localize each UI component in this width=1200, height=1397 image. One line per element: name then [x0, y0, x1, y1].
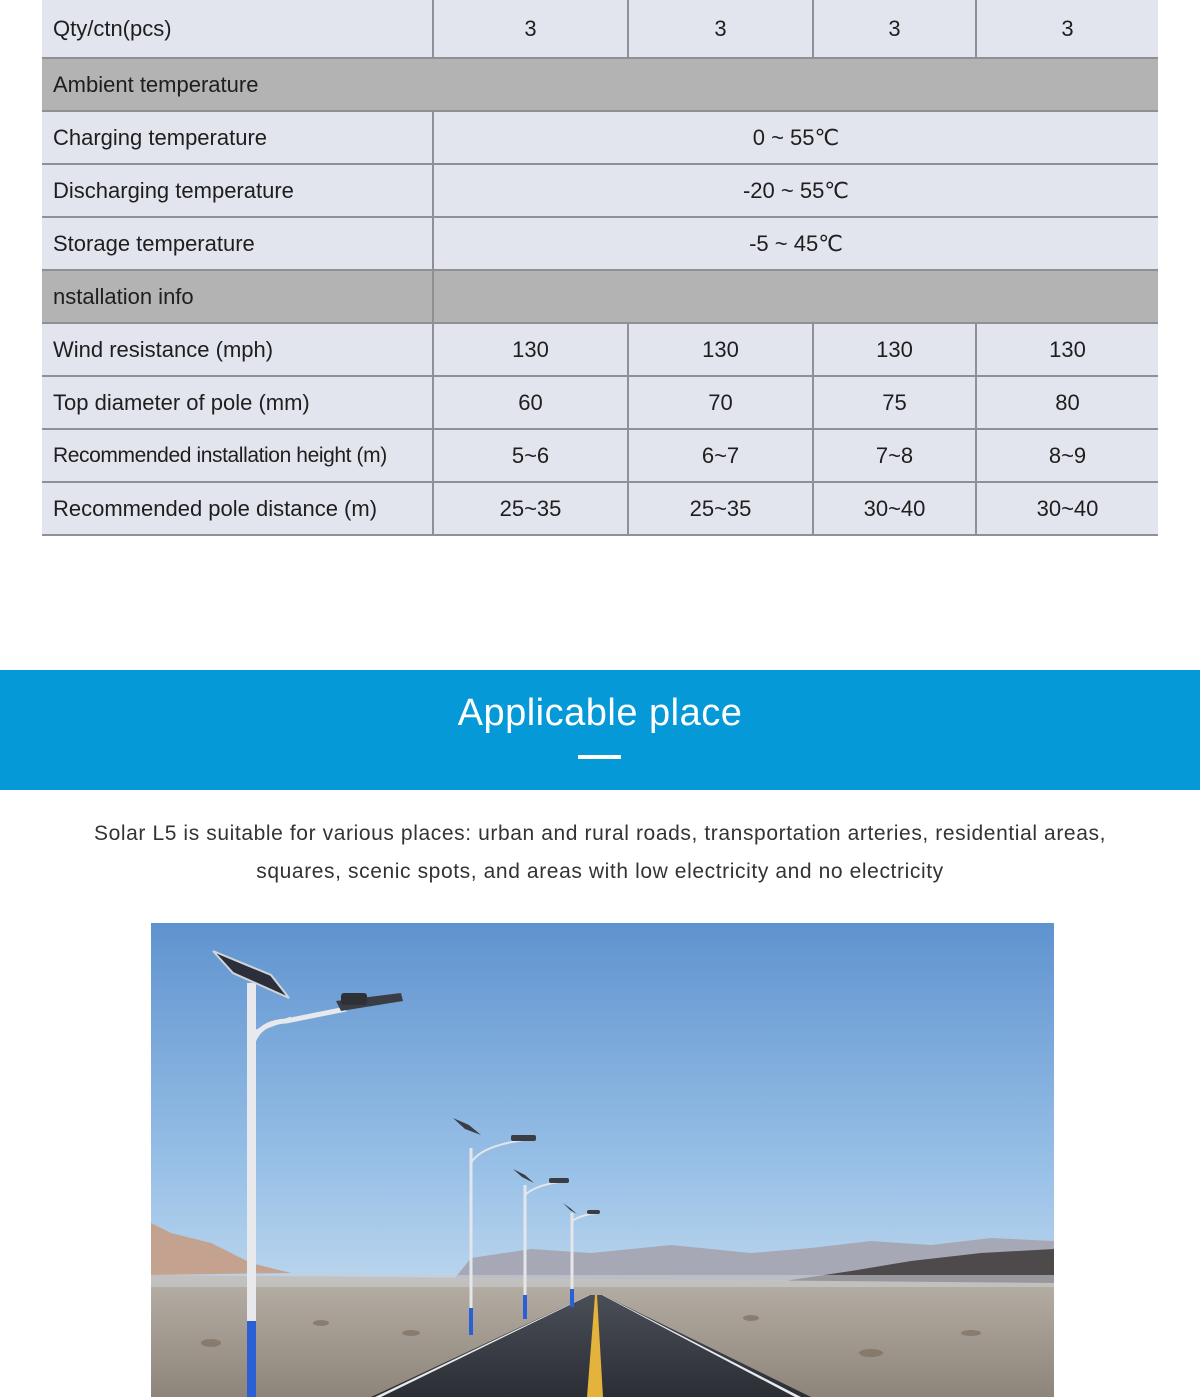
row-label: Top diameter of pole (mm): [42, 376, 433, 429]
table-row: [42, 482, 1158, 535]
title-underline: [578, 755, 621, 759]
row-label: Charging temperature: [42, 111, 433, 164]
cell-value: 130: [628, 323, 813, 376]
cell-value: 3: [433, 0, 628, 58]
section-row: [42, 270, 1158, 323]
row-label: Discharging temperature: [42, 164, 433, 217]
row-label: Storage temperature: [42, 217, 433, 270]
cell-value: 130: [433, 323, 628, 376]
table-row: [42, 0, 1158, 58]
cell-value: 75: [813, 376, 976, 429]
cell-value: 0 ~ 55℃: [433, 111, 1158, 164]
table-row: [42, 376, 1158, 429]
applicable-place-banner: [0, 670, 1200, 790]
cell-value: 7~8: [813, 429, 976, 482]
cell-value: 60: [433, 376, 628, 429]
row-label: Recommended installation height (m): [42, 429, 433, 482]
cell-value: 6~7: [628, 429, 813, 482]
cell-value: 70: [628, 376, 813, 429]
cell-value: 30~40: [976, 482, 1158, 535]
cell-value: 25~35: [628, 482, 813, 535]
cell-value: 30~40: [813, 482, 976, 535]
applicable-description: Solar L5 is suitable for various places: urban and rural roads, transportation arteries, residential areas, squares, scenic spots, and areas with low electricity and no electricity: [93, 822, 1107, 883]
cell-value: 3: [628, 0, 813, 58]
row-label: Qty/ctn(pcs): [42, 0, 433, 58]
table-row: [42, 429, 1158, 482]
row-label: Recommended pole distance (m): [42, 482, 433, 535]
table-row: [42, 111, 1158, 164]
section-title: Applicable place: [457, 692, 743, 734]
cell-value: -5 ~ 45℃: [433, 217, 1158, 270]
cell-value: -20 ~ 55℃: [433, 164, 1158, 217]
cell-value: 3: [976, 0, 1158, 58]
cell-value: 3: [813, 0, 976, 58]
road-with-solar-street-lights-image: [151, 923, 1054, 1397]
table-row: [42, 323, 1158, 376]
cell-value: 80: [976, 376, 1158, 429]
spec-table: [42, 0, 1158, 536]
section-title: Ambient temperature: [42, 58, 1158, 111]
cell-value: 8~9: [976, 429, 1158, 482]
table-row: [42, 217, 1158, 270]
section-title: nstallation info: [42, 270, 433, 323]
cell-value: 130: [813, 323, 976, 376]
cell-value: 5~6: [433, 429, 628, 482]
section-row: [42, 58, 1158, 111]
cell-value: 25~35: [433, 482, 628, 535]
table-row: [42, 164, 1158, 217]
section-empty-cell: [433, 270, 1158, 323]
row-label: Wind resistance (mph): [42, 323, 433, 376]
cell-value: 130: [976, 323, 1158, 376]
